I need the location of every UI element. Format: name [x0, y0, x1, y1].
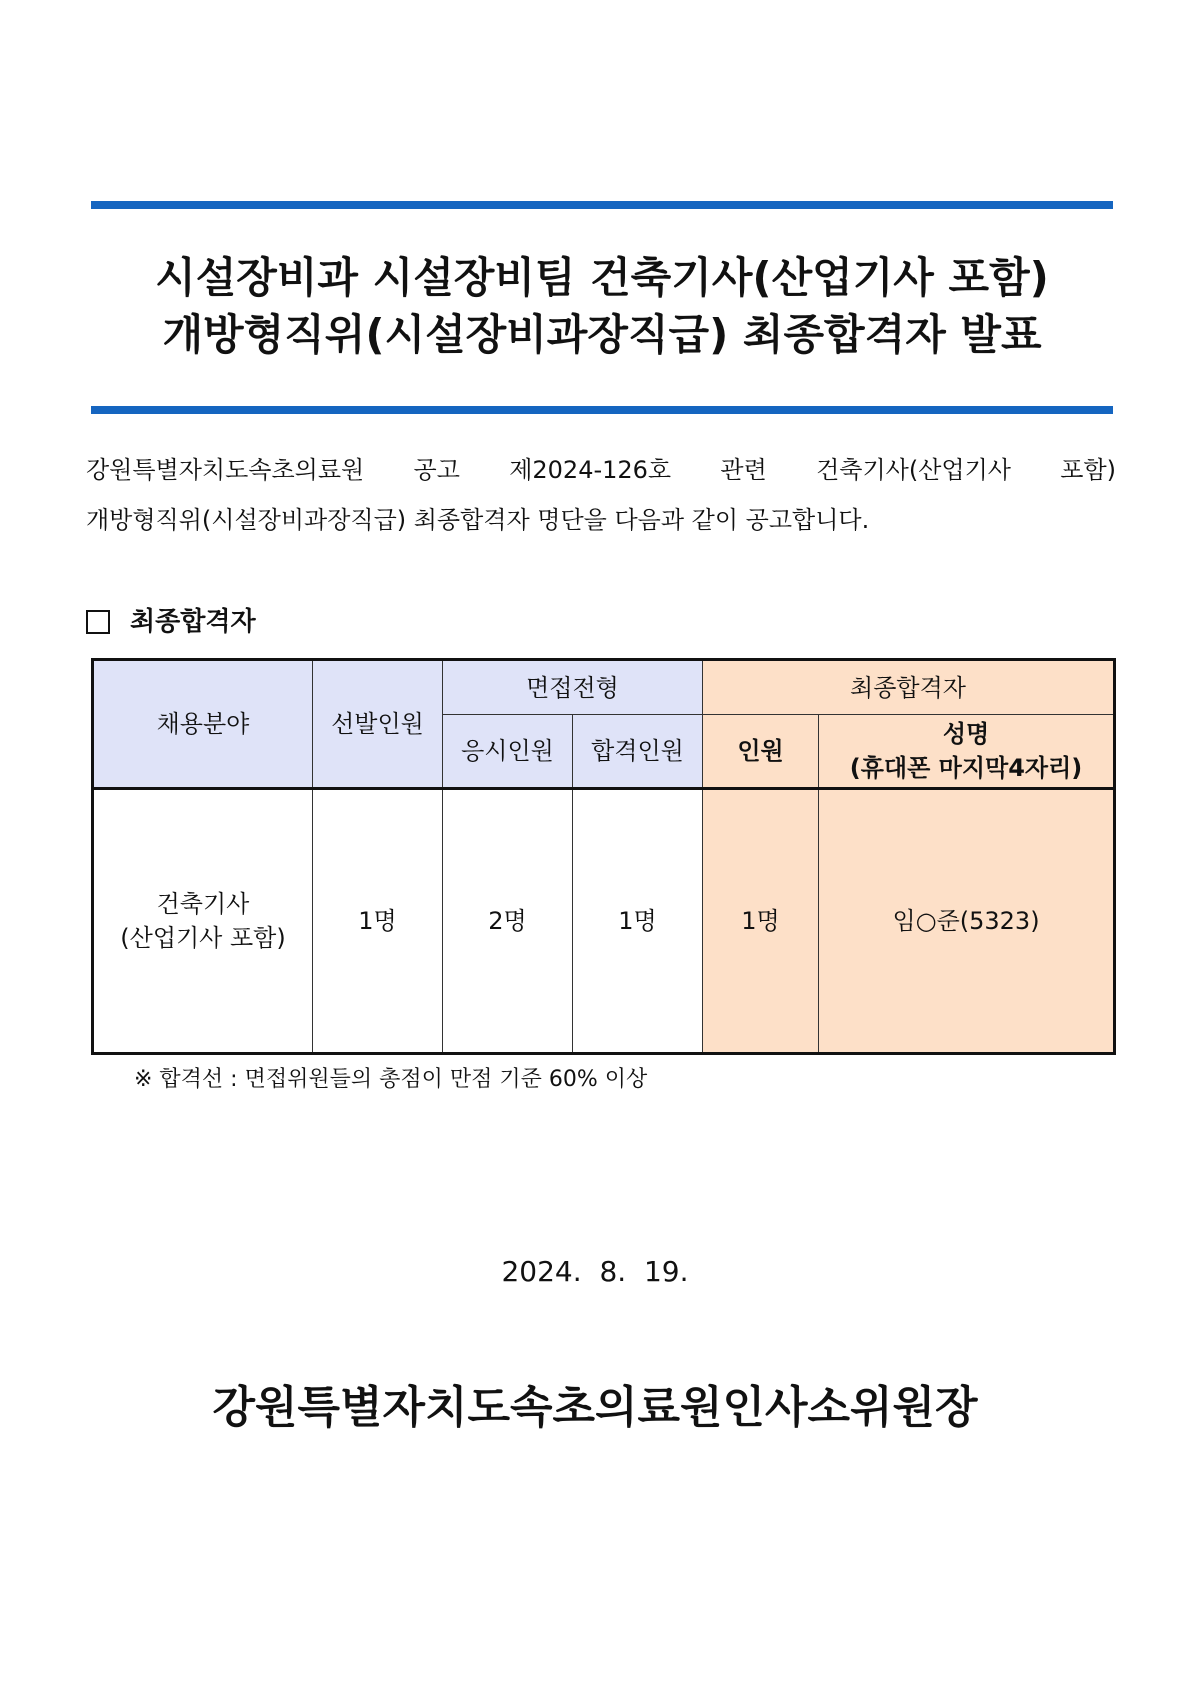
intro-text-line1: 강원특별자치도속초의료원 공고 제2024-126호 관련 건축기사(산업기사 포함) [86, 456, 1116, 484]
final-result-table [91, 658, 1116, 1055]
bottom-divider [91, 406, 1113, 414]
cell-final-count: 1명 [703, 789, 819, 1054]
table-row [93, 789, 1115, 1054]
cell-name: 임○준(5323) [819, 789, 1115, 1054]
cell-field-line2: (산업기사 포함) [120, 924, 286, 952]
page-title-line1: 시설장비과 시설장비팀 건축기사(산업기사 포함) [155, 253, 1049, 302]
header-passed: 합격인원 [573, 715, 703, 789]
cell-field-line1: 건축기사 [156, 890, 250, 918]
cell-selection-count: 1명 [313, 789, 443, 1054]
table-header-row [93, 660, 1115, 715]
cell-field [93, 789, 313, 1054]
cell-applicants: 2명 [443, 789, 573, 1054]
empty-checkbox-icon [86, 610, 110, 634]
footnote: ※ 합격선 : 면접위원들의 총점이 만점 기준 60% 이상 [134, 1067, 648, 1092]
page-title-line2: 개방형직위(시설장비과장직급) 최종합격자 발표 [162, 310, 1042, 359]
header-selection-count: 선발인원 [313, 660, 443, 789]
header-name-line2: (휴대폰 마지막4자리) [849, 754, 1083, 782]
header-interview: 면접전형 [443, 660, 703, 715]
header-field: 채용분야 [93, 660, 313, 789]
intro-text-line2: 개방형직위(시설장비과장직급) 최종합격자 명단을 다음과 같이 공고합니다. [86, 506, 870, 534]
header-final: 최종합격자 [703, 660, 1115, 715]
header-name [819, 715, 1115, 789]
issuer-signature: 강원특별자치도속초의료원인사소위원장 [212, 1382, 978, 1433]
section-heading [86, 604, 256, 640]
cell-passed: 1명 [573, 789, 703, 1054]
top-divider [91, 201, 1113, 209]
header-final-count: 인원 [703, 715, 819, 789]
header-name-line1: 성명 [942, 720, 990, 748]
announcement-date: 2024. 8. 19. [501, 1255, 689, 1288]
section-heading-label: 최종합격자 [130, 607, 256, 637]
header-applicants: 응시인원 [443, 715, 573, 789]
